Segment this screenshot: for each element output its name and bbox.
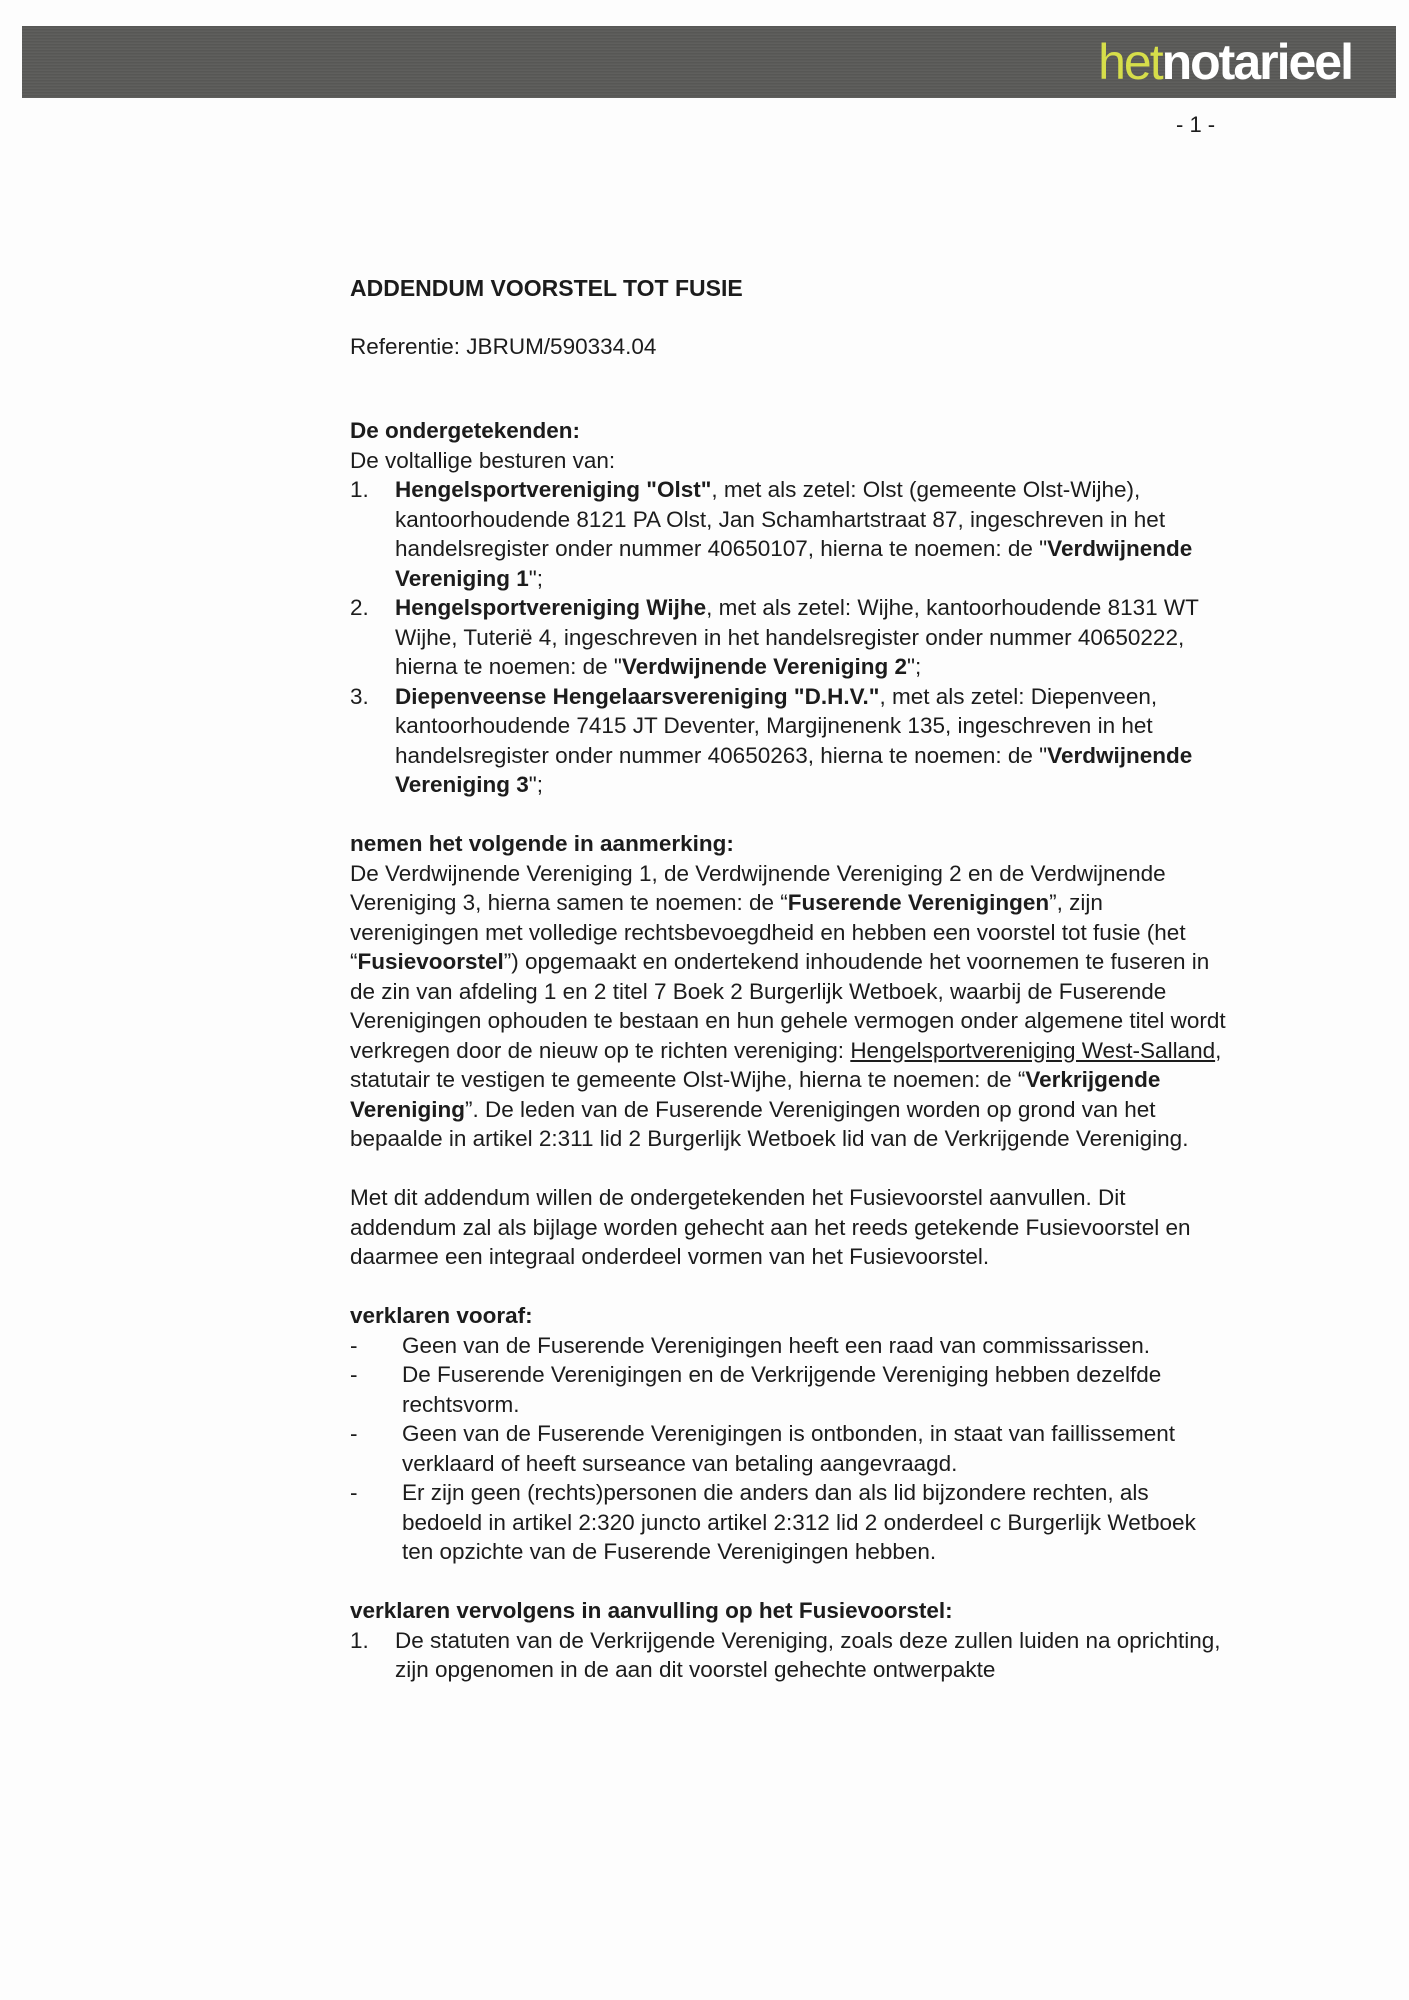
declaration-text: Er zijn geen (rechts)personen die anders dan als lid bijzondere rechten, als bedoeld in artikel 2:320 juncto artikel 2:312 lid 2 onderdeel c Burgerlijk Wetboek ten opzichte van de Fuserende Verenigingen hebben. bbox=[402, 1480, 1196, 1564]
association-name: Hengelsportvereniging Wijhe bbox=[395, 595, 707, 620]
declarations-prior-section bbox=[350, 1301, 1230, 1567]
logo-notarieel: notarieel bbox=[1161, 34, 1352, 90]
declaration-item bbox=[350, 1360, 1230, 1419]
defined-term: Fuserende Verenigingen bbox=[787, 890, 1050, 915]
letterhead-band bbox=[22, 26, 1396, 98]
declaration-item bbox=[350, 1419, 1230, 1478]
document-body bbox=[350, 274, 1230, 1685]
declaration-item bbox=[350, 1478, 1230, 1567]
signatory-item bbox=[350, 475, 1230, 593]
declarations-supplement-section bbox=[350, 1596, 1230, 1685]
item-end: "; bbox=[528, 772, 544, 797]
list-number: 2. bbox=[350, 595, 369, 620]
addendum-paragraph: Met dit addendum willen de ondergetekenden het Fusievoorstel aanvullen. Dit addendum zal als bijlage worden gehecht aan het reeds getekende Fusievoorstel en daarmee een integraal onderdeel vormen van het Fusievoorstel. bbox=[350, 1185, 1191, 1269]
text-run: ”. De leden van de Fuserende Verenigingen worden op grond van het bepaalde in artikel 2:311 lid 2 Burgerlijk Wetboek lid van de Verkrijgende Vereniging. bbox=[350, 1096, 1189, 1151]
signatory-item bbox=[350, 682, 1230, 800]
signatories-list bbox=[350, 475, 1230, 800]
association-details: , met als zetel: Olst (gemeente Olst-Wijhe), kantoorhoudende 8121 PA Olst, Jan Schamhartstraat 87, ingeschreven in het handelsregister onder nummer 40650107, hierna te noemen: de " bbox=[395, 477, 1166, 561]
signatories-heading: De ondergetekenden: bbox=[350, 418, 581, 443]
association-alias: Verdwijnende Vereniging 1 bbox=[395, 536, 1193, 591]
text-run: ”) opgemaakt en ondertekend inhoudende het voornemen te fuseren in de zin van afdeling 1 en 2 titel 7 Boek 2 Burgerlijk Wetboek, waarbij de Fuserende Verenigingen ophouden te bestaan en hun gehele vermogen onder algemene titel wordt verkregen door de nieuw op te richten vereniging: bbox=[350, 949, 1226, 1063]
page-number: - 1 - bbox=[1176, 112, 1216, 137]
dash-marker: - bbox=[350, 1332, 358, 1358]
dash-marker: - bbox=[350, 1421, 358, 1446]
defined-term: Fusievoorstel bbox=[357, 949, 504, 974]
association-name: Hengelsportvereniging "Olst" bbox=[395, 477, 712, 502]
dash-marker: - bbox=[350, 1480, 358, 1505]
association-alias: Verdwijnende Vereniging 2 bbox=[621, 654, 907, 679]
dash-marker: - bbox=[350, 1362, 358, 1387]
signatory-item bbox=[350, 593, 1230, 682]
declaration-text: De Fuserende Verenigingen en de Verkrijgende Vereniging hebben dezelfde rechtsvorm. bbox=[402, 1362, 1162, 1417]
declarations-supplement-list bbox=[350, 1626, 1230, 1685]
considerations-section bbox=[350, 829, 1230, 1272]
considerations-paragraph bbox=[350, 859, 1230, 1154]
declaration-text: Geen van de Fuserende Verenigingen heeft een raad van commissarissen. bbox=[402, 1332, 1150, 1358]
association-details: , met als zetel: Wijhe, kantoorhoudende 8131 WT Wijhe, Tuterië 4, ingeschreven in het handelsregister onder nummer 40650222, hierna te noemen: de " bbox=[395, 595, 1199, 679]
list-number: 3. bbox=[350, 683, 369, 709]
text-run: ”, zijn verenigingen met volledige rechtsbevoegdheid en hebben een voorstel tot fusie (het “ bbox=[350, 890, 1186, 974]
new-association-name: Hengelsportvereniging West-Salland bbox=[850, 1037, 1216, 1063]
text-run: De Verdwijnende Vereniging 1, de Verdwijnende Vereniging 2 en de Verdwijnende Vereniging 3, hierna samen te noemen: de “ bbox=[350, 860, 1166, 915]
hetnotarieel-logo bbox=[1098, 36, 1352, 88]
declarations-prior-list bbox=[350, 1331, 1230, 1567]
declaration-text: Geen van de Fuserende Verenigingen is ontbonden, in staat van faillissement verklaard of heeft surseance van betaling aangevraagd. bbox=[402, 1421, 1176, 1476]
association-name: Diepenveense Hengelaarsvereniging "D.H.V." bbox=[395, 683, 880, 709]
item-end: "; bbox=[906, 654, 922, 679]
signatories-section bbox=[350, 416, 1230, 800]
defined-term: Verkrijgende Vereniging bbox=[350, 1067, 1161, 1122]
supplement-item bbox=[350, 1626, 1230, 1685]
considerations-heading: nemen het volgende in aanmerking: bbox=[350, 831, 734, 856]
list-number: 1. bbox=[350, 477, 369, 502]
document-title: ADDENDUM VOORSTEL TOT FUSIE bbox=[350, 275, 743, 301]
signatories-intro: De voltallige besturen van: bbox=[350, 447, 616, 473]
declarations-prior-heading: verklaren vooraf: bbox=[350, 1303, 533, 1328]
list-number: 1. bbox=[350, 1627, 369, 1653]
association-details: , met als zetel: Diepenveen, kantoorhoudende 7415 JT Deventer, Margijnenenk 135, ingeschreven in het handelsregister onder nummer 40650263, hierna te noemen: de " bbox=[395, 683, 1158, 768]
reference-line: Referentie: JBRUM/590334.04 bbox=[350, 333, 657, 359]
supplement-text: De statuten van de Verkrijgende Vereniging, zoals deze zullen luiden na oprichting, zijn opgenomen in de aan dit voorstel gehechte ontwerpakte bbox=[395, 1627, 1221, 1682]
declaration-item bbox=[350, 1331, 1230, 1361]
text-run: , statutair te vestigen te gemeente Olst-Wijhe, hierna te noemen: de “ bbox=[350, 1037, 1222, 1092]
association-alias: Verdwijnende Vereniging 3 bbox=[395, 742, 1193, 797]
logo-het: het bbox=[1098, 34, 1162, 90]
declarations-supplement-heading: verklaren vervolgens in aanvulling op het Fusievoorstel: bbox=[350, 1598, 953, 1623]
item-end: "; bbox=[528, 565, 544, 591]
